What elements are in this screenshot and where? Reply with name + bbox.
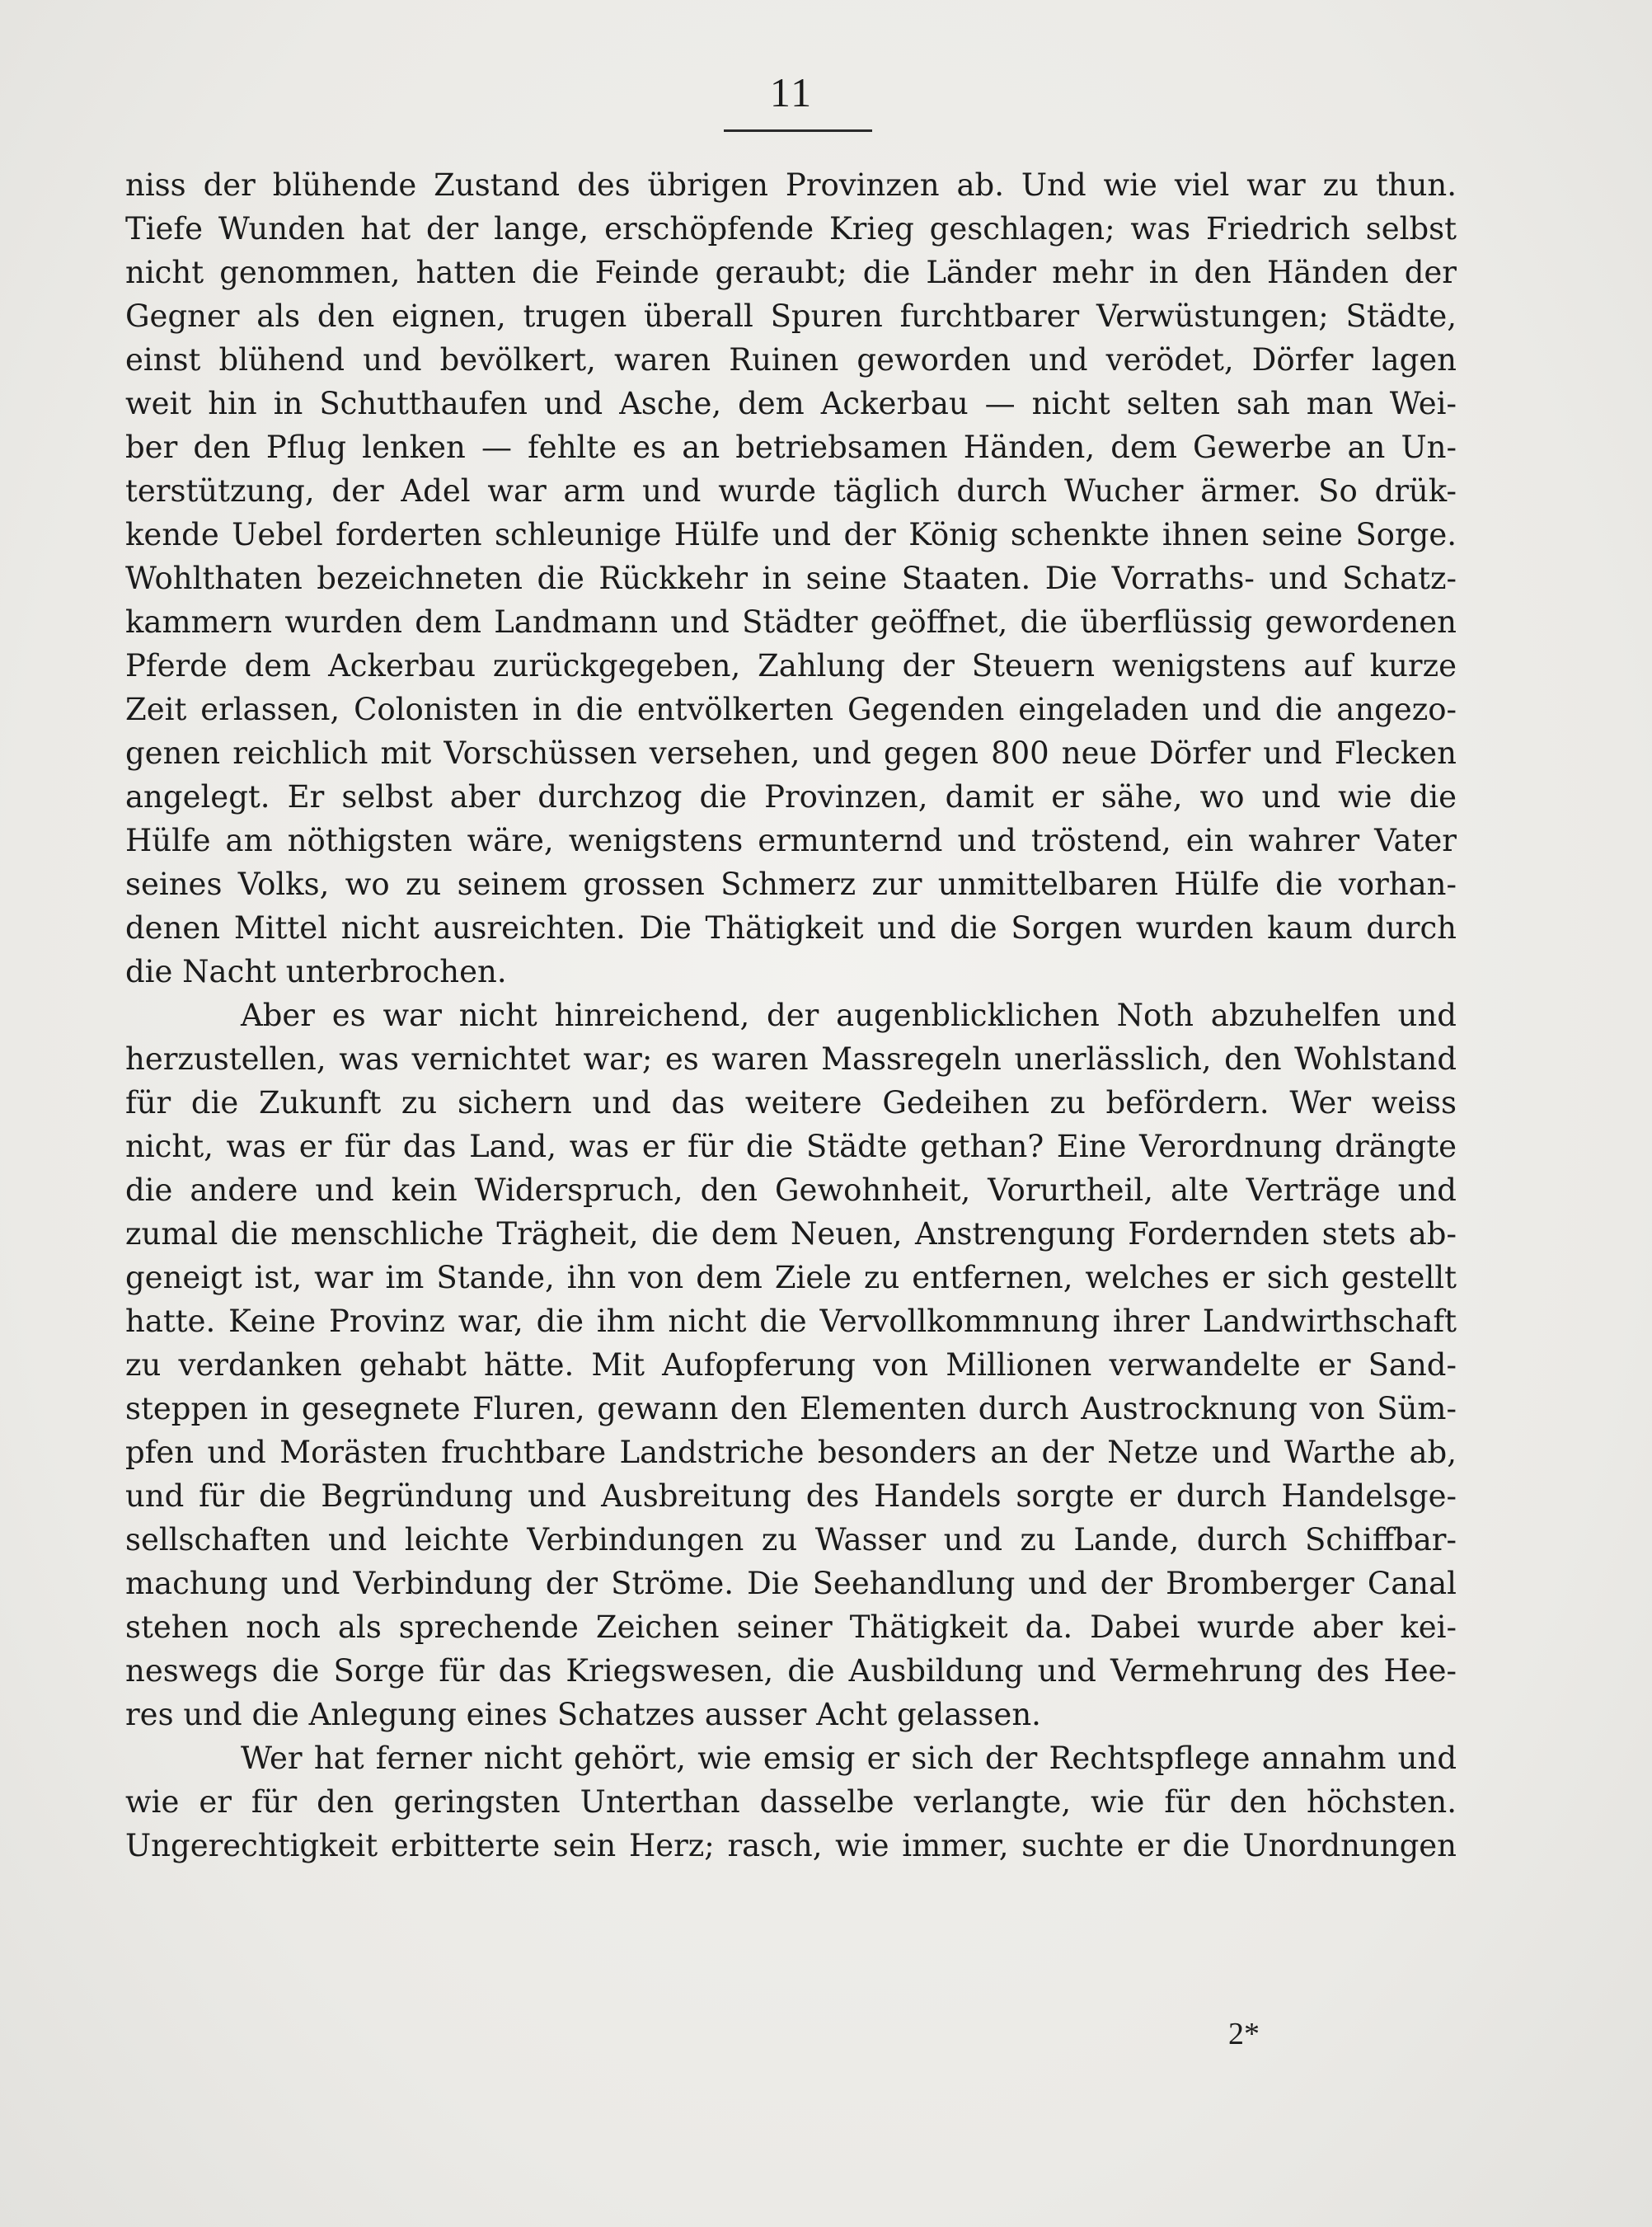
text-line: zu verdanken gehabt hätte. Mit Aufopferung von Millionen verwandelte er Sand- <box>125 1347 1457 1383</box>
paragraph-2 <box>125 994 1457 1736</box>
text-line: hatte. Keine Provinz war, die ihm nicht die Vervollkommnung ihrer Landwirthschaft <box>125 1304 1457 1339</box>
text-line: Wer hat ferner nicht gehört, wie emsig er sich der Rechtspflege annahm und <box>241 1741 1457 1776</box>
page-number: 11 <box>769 69 814 115</box>
text-line: neswegs die Sorge für das Kriegswesen, die Ausbildung und Vermehrung des Hee- <box>125 1653 1457 1689</box>
text-line: geneigt ist, war im Stande, ihn von dem Ziele zu entfernen, welches er sich gestellt <box>125 1260 1457 1295</box>
text-line: die Nacht unterbrochen. <box>125 954 507 989</box>
text-line: Pferde dem Ackerbau zurückgegeben, Zahlung der Steuern wenigstens auf kurze <box>125 648 1457 684</box>
paragraph-3 <box>125 1736 1457 1868</box>
text-line: seines Volks, wo zu seinem grossen Schmerz zur unmittelbaren Hülfe die vorhan- <box>125 867 1457 902</box>
text-line: sellschaften und leichte Verbindungen zu Wasser und zu Lande, durch Schiffbar- <box>125 1522 1457 1557</box>
text-line: kende Uebel forderten schleunige Hülfe und der König schenkte ihnen seine Sorge. <box>125 517 1457 552</box>
text-line: nicht genommen, hatten die Feinde geraubt; die Länder mehr in den Händen der <box>125 255 1457 290</box>
text-line: und für die Begründung und Ausbreitung des Handels sorgte er durch Handelsge- <box>125 1478 1457 1514</box>
text-line: ber den Pflug lenken — fehlte es an betriebsamen Händen, dem Gewerbe an Un- <box>125 430 1457 465</box>
text-line: res und die Anlegung eines Schatzes ausser Acht gelassen. <box>125 1697 1041 1732</box>
text-line: niss der blühende Zustand des übrigen Provinzen ab. Und wie viel war zu thun. <box>125 167 1457 203</box>
text-line: pfen und Morästen fruchtbare Landstriche besonders an der Netze und Warthe ab, <box>125 1435 1457 1470</box>
text-line: Gegner als den eignen, trugen überall Spuren furchtbarer Verwüstungen; Städte, <box>125 298 1457 334</box>
text-line: zumal die menschliche Trägheit, die dem Neuen, Anstrengung Fordernden stets ab- <box>125 1216 1457 1252</box>
paragraph-1 <box>125 163 1457 994</box>
text-line: stehen noch als sprechende Zeichen seiner Thätigkeit da. Dabei wurde aber kei- <box>125 1609 1457 1645</box>
text-line: Aber es war nicht hinreichend, der augenblicklichen Noth abzuhelfen und <box>241 998 1457 1033</box>
text-line: Ungerechtigkeit erbitterte sein Herz; rasch, wie immer, suchte er die Unordnungen <box>125 1828 1457 1863</box>
signature-mark: 2* <box>1228 2017 1260 2051</box>
text-line: machung und Verbindung der Ströme. Die Seehandlung und der Bromberger Canal <box>125 1566 1457 1601</box>
text-line: für die Zukunft zu sichern und das weitere Gedeihen zu befördern. Wer weiss <box>125 1085 1457 1121</box>
text-line: Hülfe am nöthigsten wäre, wenigstens ermunternd und tröstend, ein wahrer Vater <box>125 823 1457 858</box>
text-line: wie er für den geringsten Unterthan dasselbe verlangte, wie für den höchsten. <box>125 1784 1457 1820</box>
text-line: terstützung, der Adel war arm und wurde täglich durch Wucher ärmer. So drük- <box>125 473 1457 509</box>
text-line: angelegt. Er selbst aber durchzog die Provinzen, damit er sähe, wo und wie die <box>125 779 1457 815</box>
page-number-rule <box>724 129 872 132</box>
text-line: Zeit erlassen, Colonisten in die entvölkerten Gegenden eingeladen und die angezo- <box>125 692 1457 727</box>
text-line: herzustellen, was vernichtet war; es waren Massregeln unerlässlich, den Wohlstand <box>125 1041 1457 1077</box>
text-line: genen reichlich mit Vorschüssen versehen, und gegen 800 neue Dörfer und Flecken <box>125 735 1457 771</box>
text-line: kammern wurden dem Landmann und Städter geöffnet, die überflüssig gewordenen <box>125 604 1457 640</box>
text-line: steppen in gesegnete Fluren, gewann den Elementen durch Austrocknung von Süm- <box>125 1391 1457 1426</box>
text-line: Wohlthaten bezeichneten die Rückkehr in seine Staaten. Die Vorraths- und Schatz- <box>125 561 1457 596</box>
text-line: nicht, was er für das Land, was er für die Städte gethan? Eine Verordnung drängte <box>125 1129 1457 1164</box>
text-line: denen Mittel nicht ausreichten. Die Thätigkeit und die Sorgen wurden kaum durch <box>125 910 1457 946</box>
text-line: Tiefe Wunden hat der lange, erschöpfende Krieg geschlagen; was Friedrich selbst <box>125 211 1457 247</box>
text-line: weit hin in Schutthaufen und Asche, dem Ackerbau — nicht selten sah man Wei- <box>125 386 1457 421</box>
text-line: einst blühend und bevölkert, waren Ruinen geworden und verödet, Dörfer lagen <box>125 342 1457 378</box>
text-line: die andere und kein Widerspruch, den Gewohnheit, Vorurtheil, alte Verträge und <box>125 1172 1457 1208</box>
body-text <box>125 163 1457 1868</box>
